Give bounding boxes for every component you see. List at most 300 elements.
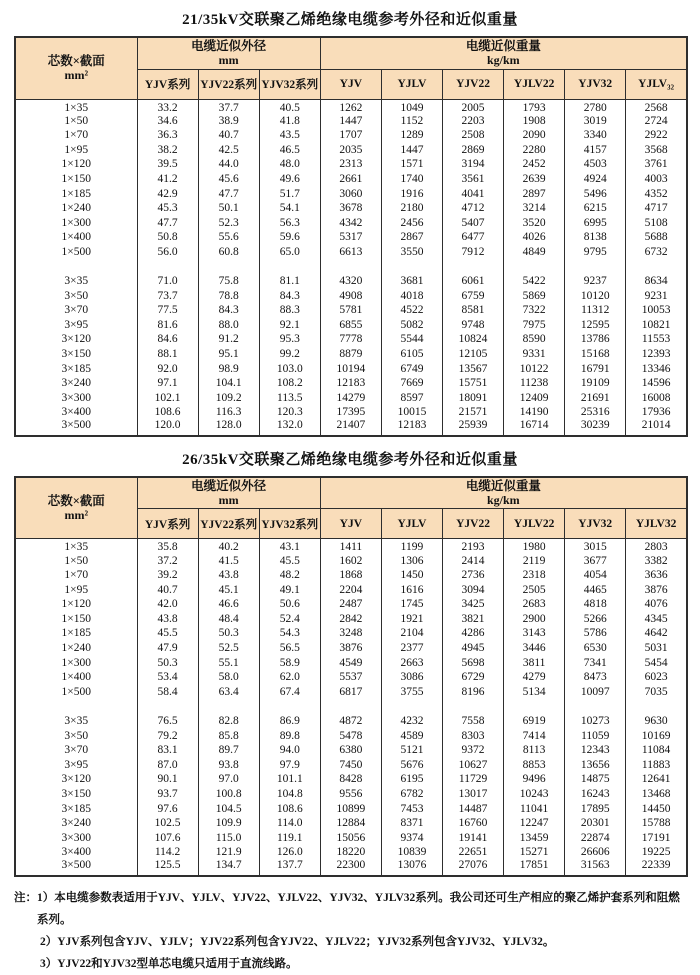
table-row [15, 846, 687, 861]
value-cell: 39.2 [137, 569, 198, 584]
column-group-weight [320, 37, 687, 69]
value-cell: 2035 [320, 143, 381, 158]
value-cell: 37.7 [198, 99, 259, 114]
value-cell: 4342 [320, 216, 381, 231]
column-header: YJV系列 [137, 509, 198, 539]
spec-cell: 1×240 [15, 202, 137, 217]
spec-cell: 1×400 [15, 671, 137, 686]
value-cell: 22874 [565, 831, 626, 846]
value-cell: 11312 [565, 304, 626, 319]
value-cell: 6530 [565, 642, 626, 657]
value-cell: 7341 [565, 656, 626, 671]
value-cell: 6195 [381, 773, 442, 788]
table-row [15, 187, 687, 202]
value-cell: 59.6 [259, 231, 320, 246]
spec-cell: 1×300 [15, 216, 137, 231]
value-cell: 89.8 [259, 729, 320, 744]
spec-cell: 3×95 [15, 758, 137, 773]
table-row [15, 245, 687, 260]
value-cell: 97.6 [137, 802, 198, 817]
table-row [15, 583, 687, 598]
spec-cell: 3×300 [15, 391, 137, 406]
value-cell: 14596 [626, 377, 687, 392]
value-cell: 2090 [504, 129, 565, 144]
value-cell: 52.4 [259, 612, 320, 627]
value-cell: 48.4 [198, 612, 259, 627]
value-cell: 48.2 [259, 569, 320, 584]
spec-cell: 3×50 [15, 729, 137, 744]
column-header: YJV32系列 [259, 509, 320, 539]
value-cell: 9748 [443, 318, 504, 333]
value-cell: 3086 [381, 671, 442, 686]
value-cell: 58.4 [137, 685, 198, 700]
value-cell: 1447 [381, 143, 442, 158]
value-cell: 2318 [504, 569, 565, 584]
value-cell: 3248 [320, 627, 381, 642]
value-cell: 93.8 [198, 758, 259, 773]
value-cell: 1289 [381, 129, 442, 144]
value-cell: 92.0 [137, 362, 198, 377]
value-cell: 50.3 [198, 627, 259, 642]
table-row [15, 377, 687, 392]
table-row [15, 158, 687, 173]
value-cell: 1980 [504, 539, 565, 554]
value-cell: 2663 [381, 656, 442, 671]
table-row [15, 612, 687, 627]
value-cell: 53.4 [137, 671, 198, 686]
table-row [15, 348, 687, 363]
table-row [15, 569, 687, 584]
value-cell: 33.2 [137, 99, 198, 114]
value-cell: 3143 [504, 627, 565, 642]
value-cell: 1199 [381, 539, 442, 554]
spec-cell: 1×70 [15, 129, 137, 144]
value-cell: 12884 [320, 817, 381, 832]
value-cell: 5537 [320, 671, 381, 686]
value-cell: 42.9 [137, 187, 198, 202]
value-cell: 4522 [381, 304, 442, 319]
value-cell: 17851 [504, 860, 565, 876]
value-cell: 43.5 [259, 129, 320, 144]
column-header: YJV [320, 509, 381, 539]
table-row [15, 685, 687, 700]
table-row [15, 860, 687, 876]
value-cell: 126.0 [259, 846, 320, 861]
value-cell: 90.1 [137, 773, 198, 788]
value-cell: 3761 [626, 158, 687, 173]
spec-cell: 1×150 [15, 612, 137, 627]
value-cell: 16791 [565, 362, 626, 377]
value-cell: 5031 [626, 642, 687, 657]
value-cell: 1707 [320, 129, 381, 144]
value-cell: 41.2 [137, 172, 198, 187]
value-cell: 12183 [381, 420, 442, 436]
value-cell: 48.0 [259, 158, 320, 173]
value-cell: 2724 [626, 114, 687, 129]
od-group-label: 电缆近似外径 [191, 39, 267, 54]
value-cell: 6380 [320, 744, 381, 759]
value-cell: 5698 [443, 656, 504, 671]
value-cell: 58.0 [198, 671, 259, 686]
section-title: 26/35kV交联聚乙烯绝缘电缆参考外径和近似重量 [182, 451, 518, 468]
table-row [15, 216, 687, 231]
table-row [15, 143, 687, 158]
spec-cell: 1×185 [15, 187, 137, 202]
weight-group-label: 电缆近似重量 [465, 479, 541, 494]
value-cell: 11059 [565, 729, 626, 744]
value-cell: 81.1 [259, 275, 320, 290]
value-cell: 75.8 [198, 275, 259, 290]
value-cell: 5544 [381, 333, 442, 348]
value-cell: 31563 [565, 860, 626, 876]
column-header: YJLV32 [626, 509, 687, 539]
value-cell: 6023 [626, 671, 687, 686]
spec-cell: 3×400 [15, 406, 137, 421]
value-cell: 91.2 [198, 333, 259, 348]
value-cell: 2869 [443, 143, 504, 158]
value-cell: 1868 [320, 569, 381, 584]
value-cell: 35.8 [137, 539, 198, 554]
table-row [15, 420, 687, 436]
value-cell: 3194 [443, 158, 504, 173]
spec-cell: 1×500 [15, 685, 137, 700]
value-cell: 82.8 [198, 715, 259, 730]
value-cell: 67.4 [259, 685, 320, 700]
value-cell: 128.0 [198, 420, 259, 436]
value-cell: 9237 [565, 275, 626, 290]
column-header: YJV32系列 [259, 69, 320, 99]
value-cell: 19109 [565, 377, 626, 392]
value-cell: 9331 [504, 348, 565, 363]
column-group-weight [320, 477, 687, 509]
spec-cell: 3×240 [15, 817, 137, 832]
value-cell: 8371 [381, 817, 442, 832]
table-body [15, 539, 687, 876]
value-cell: 4908 [320, 289, 381, 304]
value-cell: 2639 [504, 172, 565, 187]
value-cell: 16243 [565, 787, 626, 802]
value-cell: 94.0 [259, 744, 320, 759]
value-cell: 109.9 [198, 817, 259, 832]
value-cell: 16760 [443, 817, 504, 832]
value-cell: 10273 [565, 715, 626, 730]
value-cell: 1152 [381, 114, 442, 129]
spec-cell: 1×500 [15, 245, 137, 260]
table-row [15, 406, 687, 421]
value-cell: 14190 [504, 406, 565, 421]
table-row [15, 114, 687, 129]
value-cell: 3094 [443, 583, 504, 598]
value-cell: 2683 [504, 598, 565, 613]
note-text: 1）本电缆参数表适用于YJV、YJLV、YJV22、YJLV22、YJV32、YJLV32系列。我公司还可生产相应的聚乙烯护套系列和阻燃系列。 [37, 891, 680, 926]
value-cell: 6215 [565, 202, 626, 217]
value-cell: 114.0 [259, 817, 320, 832]
value-cell: 14279 [320, 391, 381, 406]
table-row [15, 362, 687, 377]
column-header: YJV系列 [137, 69, 198, 99]
column-header-spec [15, 477, 137, 539]
spec-header-unit: mm² [64, 508, 89, 523]
value-cell: 73.7 [137, 289, 198, 304]
value-cell: 87.0 [137, 758, 198, 773]
value-cell: 7912 [443, 245, 504, 260]
value-cell: 11041 [504, 802, 565, 817]
value-cell: 5869 [504, 289, 565, 304]
value-cell: 16008 [626, 391, 687, 406]
value-cell: 4320 [320, 275, 381, 290]
spec-cell: 3×300 [15, 831, 137, 846]
value-cell: 2803 [626, 539, 687, 554]
value-cell: 3755 [381, 685, 442, 700]
value-cell: 13346 [626, 362, 687, 377]
value-cell: 50.1 [198, 202, 259, 217]
value-cell: 119.1 [259, 831, 320, 846]
value-cell: 13459 [504, 831, 565, 846]
value-cell: 36.3 [137, 129, 198, 144]
value-cell: 71.0 [137, 275, 198, 290]
value-cell: 93.7 [137, 787, 198, 802]
value-cell: 4345 [626, 612, 687, 627]
value-cell: 6732 [626, 245, 687, 260]
value-cell: 3876 [626, 583, 687, 598]
value-cell: 5781 [320, 304, 381, 319]
value-cell: 7035 [626, 685, 687, 700]
value-cell: 3568 [626, 143, 687, 158]
value-cell: 21014 [626, 420, 687, 436]
value-cell: 4849 [504, 245, 565, 260]
column-header: YJV [320, 69, 381, 99]
table-row [15, 333, 687, 348]
value-cell: 52.5 [198, 642, 259, 657]
spec-cell: 3×500 [15, 860, 137, 876]
value-cell: 89.7 [198, 744, 259, 759]
table-row [15, 554, 687, 569]
value-cell: 45.6 [198, 172, 259, 187]
spec-cell: 3×120 [15, 773, 137, 788]
spec-cell: 3×500 [15, 420, 137, 436]
table-row [15, 99, 687, 114]
value-cell: 4642 [626, 627, 687, 642]
value-cell: 62.0 [259, 671, 320, 686]
value-cell: 56.5 [259, 642, 320, 657]
value-cell: 79.2 [137, 729, 198, 744]
table-section-26-35kv [14, 448, 686, 877]
value-cell: 108.6 [137, 406, 198, 421]
value-cell: 8634 [626, 275, 687, 290]
value-cell: 10839 [381, 846, 442, 861]
value-cell: 7453 [381, 802, 442, 817]
value-cell: 34.6 [137, 114, 198, 129]
column-group-od [137, 477, 320, 509]
table-row [15, 671, 687, 686]
value-cell: 108.2 [259, 377, 320, 392]
value-cell: 40.5 [259, 99, 320, 114]
column-header: YJV32 [565, 69, 626, 99]
value-cell: 46.5 [259, 143, 320, 158]
value-cell: 55.6 [198, 231, 259, 246]
value-cell: 4054 [565, 569, 626, 584]
value-cell: 113.5 [259, 391, 320, 406]
value-cell: 120.3 [259, 406, 320, 421]
spec-cell: 3×95 [15, 318, 137, 333]
value-cell: 109.2 [198, 391, 259, 406]
value-cell: 25939 [443, 420, 504, 436]
value-cell: 1921 [381, 612, 442, 627]
value-cell: 38.9 [198, 114, 259, 129]
spec-cell: 1×50 [15, 114, 137, 129]
value-cell: 3214 [504, 202, 565, 217]
value-cell: 4872 [320, 715, 381, 730]
value-cell: 13656 [565, 758, 626, 773]
value-cell: 102.5 [137, 817, 198, 832]
value-cell: 3811 [504, 656, 565, 671]
value-cell: 15271 [504, 846, 565, 861]
value-cell: 37.2 [137, 554, 198, 569]
value-cell: 38.2 [137, 143, 198, 158]
value-cell: 19225 [626, 846, 687, 861]
value-cell: 27076 [443, 860, 504, 876]
value-cell: 46.6 [198, 598, 259, 613]
table-row [15, 715, 687, 730]
value-cell: 100.8 [198, 787, 259, 802]
spec-cell: 1×400 [15, 231, 137, 246]
value-cell: 4818 [565, 598, 626, 613]
value-cell: 9795 [565, 245, 626, 260]
value-cell: 1411 [320, 539, 381, 554]
column-header: YJV32 [565, 509, 626, 539]
weight-group-unit: kg/km [487, 493, 520, 508]
value-cell: 21407 [320, 420, 381, 436]
value-cell: 97.1 [137, 377, 198, 392]
value-cell: 3561 [443, 172, 504, 187]
value-cell: 12393 [626, 348, 687, 363]
value-cell: 43.1 [259, 539, 320, 554]
value-cell: 81.6 [137, 318, 198, 333]
note-line: 3）YJV22和YJV32型单芯电缆只适用于直流线路。 [40, 957, 298, 970]
value-cell: 3425 [443, 598, 504, 613]
value-cell: 86.9 [259, 715, 320, 730]
value-cell: 5454 [626, 656, 687, 671]
table-body [15, 99, 687, 436]
value-cell: 6729 [443, 671, 504, 686]
value-cell: 2180 [381, 202, 442, 217]
table-row [15, 642, 687, 657]
spec-cell: 3×240 [15, 377, 137, 392]
value-cell: 10899 [320, 802, 381, 817]
value-cell: 43.8 [198, 569, 259, 584]
column-header: YJLV22 [504, 69, 565, 99]
value-cell: 63.4 [198, 685, 259, 700]
value-cell: 1262 [320, 99, 381, 114]
table-row [15, 172, 687, 187]
value-cell: 6613 [320, 245, 381, 260]
value-cell: 4945 [443, 642, 504, 657]
value-cell: 3060 [320, 187, 381, 202]
value-cell: 12343 [565, 744, 626, 759]
spec-header-unit: mm² [64, 68, 89, 83]
table-row [15, 773, 687, 788]
value-cell: 12641 [626, 773, 687, 788]
value-cell: 132.0 [259, 420, 320, 436]
value-cell: 17191 [626, 831, 687, 846]
value-cell: 41.8 [259, 114, 320, 129]
value-cell: 104.1 [198, 377, 259, 392]
value-cell: 16714 [504, 420, 565, 436]
value-cell: 2661 [320, 172, 381, 187]
value-cell: 9231 [626, 289, 687, 304]
value-cell: 4157 [565, 143, 626, 158]
value-cell: 5266 [565, 612, 626, 627]
cable-table-21-35kv [14, 36, 688, 437]
value-cell: 22300 [320, 860, 381, 876]
spec-cell: 1×95 [15, 143, 137, 158]
value-cell: 10627 [443, 758, 504, 773]
value-cell: 6749 [381, 362, 442, 377]
value-cell: 6919 [504, 715, 565, 730]
value-cell: 2414 [443, 554, 504, 569]
value-cell: 17395 [320, 406, 381, 421]
group-spacer-row [15, 260, 687, 275]
spec-cell: 1×240 [15, 642, 137, 657]
table-row [15, 391, 687, 406]
value-cell: 5407 [443, 216, 504, 231]
value-cell: 5786 [565, 627, 626, 642]
value-cell: 3520 [504, 216, 565, 231]
value-cell: 4717 [626, 202, 687, 217]
value-cell: 54.3 [259, 627, 320, 642]
value-cell: 8113 [504, 744, 565, 759]
value-cell: 40.7 [137, 583, 198, 598]
value-cell: 116.3 [198, 406, 259, 421]
value-cell: 51.7 [259, 187, 320, 202]
value-cell: 1916 [381, 187, 442, 202]
spec-cell: 3×185 [15, 362, 137, 377]
value-cell: 47.9 [137, 642, 198, 657]
value-cell: 6477 [443, 231, 504, 246]
value-cell: 2204 [320, 583, 381, 598]
value-cell: 11729 [443, 773, 504, 788]
value-cell: 104.8 [259, 787, 320, 802]
value-cell: 17895 [565, 802, 626, 817]
value-cell: 6817 [320, 685, 381, 700]
value-cell: 4018 [381, 289, 442, 304]
value-cell: 20301 [565, 817, 626, 832]
value-cell: 41.5 [198, 554, 259, 569]
value-cell: 2842 [320, 612, 381, 627]
value-cell: 9374 [381, 831, 442, 846]
column-header: YJLV [381, 69, 442, 99]
spec-cell: 1×120 [15, 158, 137, 173]
value-cell: 9630 [626, 715, 687, 730]
value-cell: 5108 [626, 216, 687, 231]
value-cell: 2505 [504, 583, 565, 598]
table-row [15, 539, 687, 554]
spec-header-label: 芯数×截面 [47, 494, 105, 509]
table-row [15, 802, 687, 817]
value-cell: 10120 [565, 289, 626, 304]
value-cell: 13468 [626, 787, 687, 802]
value-cell: 12247 [504, 817, 565, 832]
table-row [15, 758, 687, 773]
value-cell: 15788 [626, 817, 687, 832]
value-cell: 9556 [320, 787, 381, 802]
value-cell: 92.1 [259, 318, 320, 333]
table-row [15, 656, 687, 671]
table-row [15, 202, 687, 217]
value-cell: 108.6 [259, 802, 320, 817]
value-cell: 8473 [565, 671, 626, 686]
value-cell: 98.9 [198, 362, 259, 377]
